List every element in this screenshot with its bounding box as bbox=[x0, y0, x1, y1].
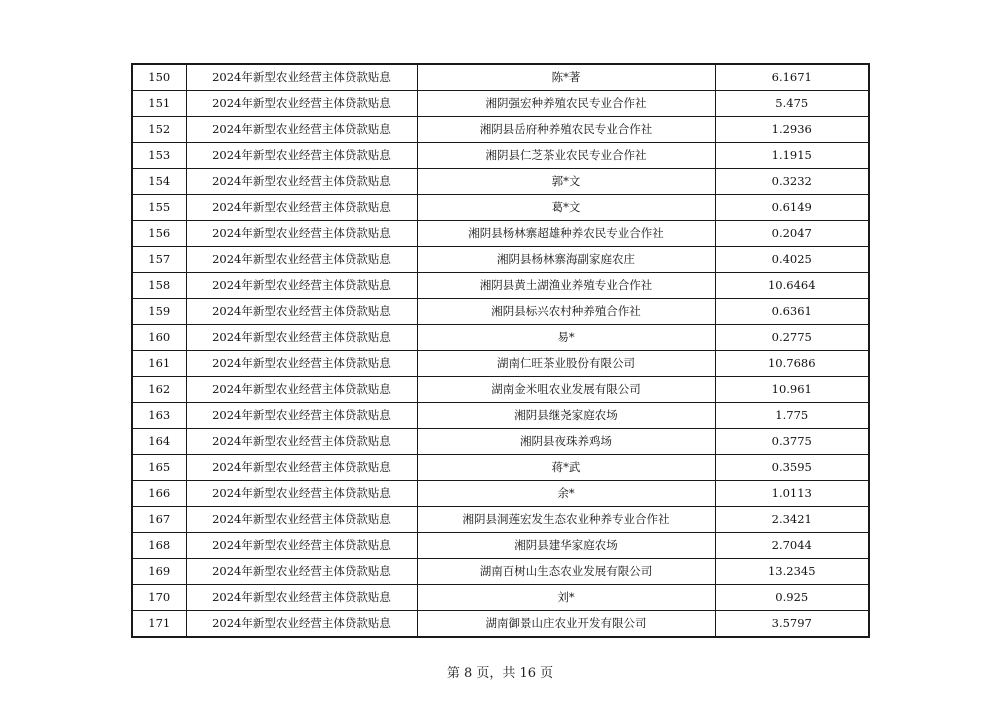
amount-cell: 1.0113 bbox=[715, 481, 869, 507]
row-number-cell: 155 bbox=[132, 195, 186, 221]
table-row bbox=[132, 377, 869, 403]
recipient-name-cell: 湘阴县建华家庭农场 bbox=[417, 533, 715, 559]
amount-cell: 1.1915 bbox=[715, 143, 869, 169]
table-row bbox=[132, 481, 869, 507]
row-number-cell: 150 bbox=[132, 64, 186, 91]
subsidy-item-cell: 2024年新型农业经营主体贷款贴息 bbox=[186, 507, 417, 533]
row-number-cell: 160 bbox=[132, 325, 186, 351]
amount-cell: 0.3595 bbox=[715, 455, 869, 481]
row-number-cell: 152 bbox=[132, 117, 186, 143]
row-number-cell: 162 bbox=[132, 377, 186, 403]
recipient-name-cell: 刘* bbox=[417, 585, 715, 611]
subsidy-item-cell: 2024年新型农业经营主体贷款贴息 bbox=[186, 195, 417, 221]
subsidy-item-cell: 2024年新型农业经营主体贷款贴息 bbox=[186, 143, 417, 169]
row-number-cell: 156 bbox=[132, 221, 186, 247]
subsidy-item-cell: 2024年新型农业经营主体贷款贴息 bbox=[186, 377, 417, 403]
row-number-cell: 169 bbox=[132, 559, 186, 585]
amount-cell: 1.2936 bbox=[715, 117, 869, 143]
recipient-name-cell: 余* bbox=[417, 481, 715, 507]
row-number-cell: 171 bbox=[132, 611, 186, 638]
table-row bbox=[132, 117, 869, 143]
table-row bbox=[132, 351, 869, 377]
subsidy-item-cell: 2024年新型农业经营主体贷款贴息 bbox=[186, 325, 417, 351]
recipient-name-cell: 湖南仁旺茶业股份有限公司 bbox=[417, 351, 715, 377]
table-row bbox=[132, 299, 869, 325]
recipient-name-cell: 陈*著 bbox=[417, 64, 715, 91]
subsidy-item-cell: 2024年新型农业经营主体贷款贴息 bbox=[186, 455, 417, 481]
recipient-name-cell: 郭*文 bbox=[417, 169, 715, 195]
row-number-cell: 166 bbox=[132, 481, 186, 507]
table-row bbox=[132, 507, 869, 533]
row-number-cell: 157 bbox=[132, 247, 186, 273]
recipient-name-cell: 蒋*武 bbox=[417, 455, 715, 481]
amount-cell: 2.7044 bbox=[715, 533, 869, 559]
table-row bbox=[132, 325, 869, 351]
subsidy-item-cell: 2024年新型农业经营主体贷款贴息 bbox=[186, 221, 417, 247]
recipient-name-cell: 湘阴县仁芝茶业农民专业合作社 bbox=[417, 143, 715, 169]
row-number-cell: 151 bbox=[132, 91, 186, 117]
amount-cell: 13.2345 bbox=[715, 559, 869, 585]
amount-cell: 0.4025 bbox=[715, 247, 869, 273]
amount-cell: 0.3775 bbox=[715, 429, 869, 455]
table-row bbox=[132, 169, 869, 195]
recipient-name-cell: 湘阴县标兴农村种养殖合作社 bbox=[417, 299, 715, 325]
table-row bbox=[132, 273, 869, 299]
row-number-cell: 153 bbox=[132, 143, 186, 169]
amount-cell: 0.3232 bbox=[715, 169, 869, 195]
recipient-name-cell: 湘阴县洞莲宏发生态农业种养专业合作社 bbox=[417, 507, 715, 533]
amount-cell: 0.6149 bbox=[715, 195, 869, 221]
row-number-cell: 165 bbox=[132, 455, 186, 481]
recipient-name-cell: 易* bbox=[417, 325, 715, 351]
subsidy-item-cell: 2024年新型农业经营主体贷款贴息 bbox=[186, 481, 417, 507]
subsidy-item-cell: 2024年新型农业经营主体贷款贴息 bbox=[186, 169, 417, 195]
table-row bbox=[132, 64, 869, 91]
amount-cell: 5.475 bbox=[715, 91, 869, 117]
table-row bbox=[132, 143, 869, 169]
subsidy-item-cell: 2024年新型农业经营主体贷款贴息 bbox=[186, 64, 417, 91]
subsidy-table bbox=[131, 63, 870, 638]
table-row bbox=[132, 455, 869, 481]
row-number-cell: 161 bbox=[132, 351, 186, 377]
recipient-name-cell: 湖南金米咀农业发展有限公司 bbox=[417, 377, 715, 403]
recipient-name-cell: 湘阴强宏种养殖农民专业合作社 bbox=[417, 91, 715, 117]
subsidy-item-cell: 2024年新型农业经营主体贷款贴息 bbox=[186, 429, 417, 455]
amount-cell: 0.2775 bbox=[715, 325, 869, 351]
row-number-cell: 164 bbox=[132, 429, 186, 455]
subsidy-item-cell: 2024年新型农业经营主体贷款贴息 bbox=[186, 299, 417, 325]
amount-cell: 6.1671 bbox=[715, 64, 869, 91]
table-row bbox=[132, 221, 869, 247]
recipient-name-cell: 葛*文 bbox=[417, 195, 715, 221]
amount-cell: 10.7686 bbox=[715, 351, 869, 377]
subsidy-item-cell: 2024年新型农业经营主体贷款贴息 bbox=[186, 533, 417, 559]
recipient-name-cell: 湘阴县夜珠养鸡场 bbox=[417, 429, 715, 455]
page-footer: 第 8 页，共 16 页 bbox=[446, 666, 554, 681]
amount-cell: 3.5797 bbox=[715, 611, 869, 638]
amount-cell: 2.3421 bbox=[715, 507, 869, 533]
subsidy-item-cell: 2024年新型农业经营主体贷款贴息 bbox=[186, 559, 417, 585]
subsidy-item-cell: 2024年新型农业经营主体贷款贴息 bbox=[186, 403, 417, 429]
table-body bbox=[132, 64, 869, 637]
subsidy-item-cell: 2024年新型农业经营主体贷款贴息 bbox=[186, 585, 417, 611]
table-row bbox=[132, 533, 869, 559]
subsidy-item-cell: 2024年新型农业经营主体贷款贴息 bbox=[186, 351, 417, 377]
recipient-name-cell: 湖南御景山庄农业开发有限公司 bbox=[417, 611, 715, 638]
subsidy-item-cell: 2024年新型农业经营主体贷款贴息 bbox=[186, 247, 417, 273]
row-number-cell: 168 bbox=[132, 533, 186, 559]
row-number-cell: 167 bbox=[132, 507, 186, 533]
amount-cell: 0.2047 bbox=[715, 221, 869, 247]
row-number-cell: 170 bbox=[132, 585, 186, 611]
table-row bbox=[132, 559, 869, 585]
recipient-name-cell: 湘阴县杨林寨海副家庭农庄 bbox=[417, 247, 715, 273]
table-row bbox=[132, 195, 869, 221]
subsidy-item-cell: 2024年新型农业经营主体贷款贴息 bbox=[186, 273, 417, 299]
row-number-cell: 158 bbox=[132, 273, 186, 299]
table-row bbox=[132, 611, 869, 638]
amount-cell: 10.6464 bbox=[715, 273, 869, 299]
recipient-name-cell: 湘阴县岳府种养殖农民专业合作社 bbox=[417, 117, 715, 143]
amount-cell: 0.6361 bbox=[715, 299, 869, 325]
recipient-name-cell: 湖南百树山生态农业发展有限公司 bbox=[417, 559, 715, 585]
recipient-name-cell: 湘阴县黄土湖渔业养殖专业合作社 bbox=[417, 273, 715, 299]
table-row bbox=[132, 429, 869, 455]
recipient-name-cell: 湘阴县杨林寨超雄种养农民专业合作社 bbox=[417, 221, 715, 247]
table-row bbox=[132, 585, 869, 611]
amount-cell: 10.961 bbox=[715, 377, 869, 403]
subsidy-item-cell: 2024年新型农业经营主体贷款贴息 bbox=[186, 117, 417, 143]
subsidy-item-cell: 2024年新型农业经营主体贷款贴息 bbox=[186, 611, 417, 638]
row-number-cell: 154 bbox=[132, 169, 186, 195]
row-number-cell: 159 bbox=[132, 299, 186, 325]
amount-cell: 1.775 bbox=[715, 403, 869, 429]
table-row bbox=[132, 403, 869, 429]
recipient-name-cell: 湘阴县继尧家庭农场 bbox=[417, 403, 715, 429]
table-row bbox=[132, 247, 869, 273]
amount-cell: 0.925 bbox=[715, 585, 869, 611]
row-number-cell: 163 bbox=[132, 403, 186, 429]
subsidy-item-cell: 2024年新型农业经营主体贷款贴息 bbox=[186, 91, 417, 117]
table-row bbox=[132, 91, 869, 117]
